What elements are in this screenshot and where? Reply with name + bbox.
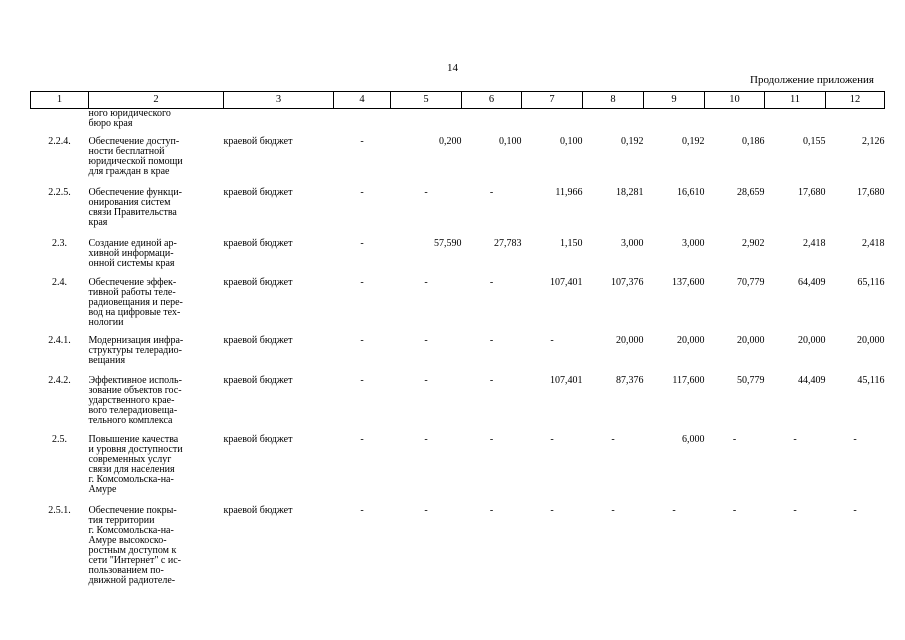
value-cell: -	[611, 434, 615, 445]
column-header-11: 11	[765, 92, 826, 109]
value-cell: 20,000	[616, 335, 644, 346]
value-cell: 0,186	[742, 136, 765, 147]
page-number: 14	[447, 62, 458, 74]
value-cell	[334, 109, 391, 138]
value-cell: 45,116	[857, 375, 885, 386]
value-cell: -	[732, 434, 737, 445]
row-number-cell: 2.4.2.	[48, 375, 71, 386]
column-header-2: 2	[89, 92, 224, 109]
column-header-7: 7	[522, 92, 583, 109]
value-cell: -	[360, 187, 364, 198]
column-header-8: 8	[583, 92, 644, 109]
value-cell: 44,409	[798, 375, 826, 386]
value-cell: -	[732, 505, 737, 516]
column-header-12: 12	[826, 92, 885, 109]
value-cell: 107,376	[611, 277, 644, 288]
value-cell: 0,192	[621, 136, 644, 147]
value-cell: 2,126	[862, 136, 885, 147]
value-cell: -	[672, 505, 676, 516]
value-cell	[765, 109, 826, 138]
value-cell: -	[360, 434, 364, 445]
row-name-cell: Модернизация инфра- структуры телерадио- вещания	[88, 335, 184, 366]
value-cell: -	[853, 434, 857, 445]
value-cell: -	[489, 434, 494, 445]
funding-table	[30, 91, 885, 586]
value-cell	[522, 109, 583, 138]
value-cell: -	[489, 505, 494, 516]
value-cell: -	[424, 187, 428, 198]
continuation-label: Продолжение приложения	[750, 74, 874, 86]
value-cell: -	[360, 136, 364, 147]
row-name-cell: Обеспечение доступ- ности бесплатной юридической помощи для граждан в крае	[88, 136, 183, 177]
value-cell: 20,000	[737, 335, 765, 346]
value-cell: -	[424, 505, 428, 516]
column-header-6: 6	[462, 92, 522, 109]
value-cell: 2,902	[742, 238, 765, 249]
row-number-cell: 2.2.5.	[48, 187, 71, 198]
value-cell: 50,779	[737, 375, 765, 386]
value-cell	[644, 109, 705, 138]
value-cell: 16,610	[677, 187, 705, 198]
value-cell: -	[360, 238, 364, 249]
value-cell: -	[489, 335, 494, 346]
value-cell: 107,401	[550, 277, 583, 288]
row-number-cell: 2.4.1.	[48, 335, 71, 346]
value-cell: 3,000	[682, 238, 705, 249]
value-cell: -	[424, 277, 428, 288]
value-cell	[583, 109, 644, 138]
column-header-5: 5	[391, 92, 462, 109]
value-cell: 64,409	[798, 277, 826, 288]
value-cell: 1,150	[560, 238, 583, 249]
value-cell: -	[360, 375, 364, 386]
value-cell: 6,000	[682, 434, 705, 445]
value-cell: 20,000	[857, 335, 885, 346]
funding-source-cell: краевой бюджет	[223, 187, 293, 198]
value-cell: 18,281	[616, 187, 644, 198]
funding-source-cell: краевой бюджет	[223, 434, 293, 445]
row-number-cell	[31, 109, 89, 138]
value-cell: -	[611, 505, 615, 516]
row-number-cell: 2.5.	[52, 434, 67, 445]
table-row	[31, 435, 885, 506]
row-name-cell: Обеспечение эффек- тивной работы теле- радиовещания и пере- вод на цифровые тех- нологии	[88, 277, 183, 328]
value-cell: 70,779	[737, 277, 765, 288]
value-cell: -	[424, 375, 428, 386]
value-cell: 0,100	[499, 136, 522, 147]
column-header-3: 3	[224, 92, 334, 109]
value-cell: -	[489, 187, 494, 198]
column-header-1: 1	[31, 92, 89, 109]
value-cell: 137,600	[672, 277, 705, 288]
column-header-4: 4	[334, 92, 391, 109]
value-cell	[391, 109, 462, 138]
table-row	[31, 278, 885, 336]
row-name-cell: ного юридического бюро края	[88, 108, 171, 129]
table-row	[31, 376, 885, 435]
table-row	[31, 137, 885, 188]
value-cell: 117,600	[672, 375, 705, 386]
value-cell: 17,680	[798, 187, 826, 198]
value-cell: 0,100	[560, 136, 583, 147]
table-row-carryover	[31, 109, 885, 138]
table-header-row	[31, 92, 885, 109]
value-cell: 28,659	[737, 187, 765, 198]
value-cell: -	[550, 505, 554, 516]
value-cell: 11,966	[555, 187, 583, 198]
row-number-cell: 2.4.	[52, 277, 67, 288]
funding-source-cell: краевой бюджет	[223, 277, 293, 288]
value-cell: 3,000	[621, 238, 644, 249]
value-cell	[224, 109, 334, 138]
funding-source-cell: краевой бюджет	[223, 505, 293, 516]
value-cell: 65,116	[857, 277, 885, 288]
row-name-cell: Эффективное исполь- зование объектов гос- ударственного крае- вого телерадиовеща- тельного комплекса	[88, 375, 182, 426]
row-name-cell: Обеспечение покры- тия территории г. Комсомольска-на- Амуре высокоско- ростным доступом к сети "Интернет" с ис- пользованием по- движной радиотеле-	[88, 505, 181, 586]
table-row	[31, 239, 885, 278]
value-cell: -	[550, 335, 554, 346]
value-cell	[826, 109, 885, 138]
value-cell: -	[489, 375, 494, 386]
value-cell	[462, 109, 522, 138]
row-name-cell: Повышение качества и уровня доступности современных услуг связи для населения г. Комсомольска-на- Амуре	[88, 434, 183, 495]
value-cell: -	[793, 505, 797, 516]
funding-source-cell: краевой бюджет	[223, 375, 293, 386]
funding-source-cell: краевой бюджет	[223, 238, 293, 249]
row-number-cell: 2.5.1.	[48, 505, 71, 516]
value-cell	[705, 109, 765, 138]
value-cell: -	[360, 277, 364, 288]
value-cell: -	[360, 505, 364, 516]
value-cell: 2,418	[803, 238, 826, 249]
table-row	[31, 188, 885, 239]
funding-source-cell: краевой бюджет	[223, 136, 293, 147]
value-cell: 20,000	[798, 335, 826, 346]
value-cell: 20,000	[677, 335, 705, 346]
value-cell: 0,192	[682, 136, 705, 147]
value-cell: -	[550, 434, 554, 445]
column-header-9: 9	[644, 92, 705, 109]
value-cell: -	[853, 505, 857, 516]
table-row	[31, 336, 885, 376]
row-name-cell: Создание единой ар- хивной информаци- онной системы края	[88, 238, 177, 269]
value-cell: 57,590	[434, 238, 462, 249]
value-cell: 27,783	[494, 238, 522, 249]
row-number-cell: 2.2.4.	[48, 136, 71, 147]
value-cell: 107,401	[550, 375, 583, 386]
value-cell: -	[424, 335, 428, 346]
value-cell: -	[793, 434, 797, 445]
value-cell: 87,376	[616, 375, 644, 386]
value-cell: -	[489, 277, 494, 288]
funding-source-cell: краевой бюджет	[223, 335, 293, 346]
value-cell: -	[360, 335, 364, 346]
row-number-cell: 2.3.	[52, 238, 67, 249]
row-name-cell: Обеспечение функци- онирования систем связи Правительства края	[88, 187, 182, 228]
column-header-10: 10	[705, 92, 765, 109]
value-cell: -	[424, 434, 428, 445]
value-cell: 0,200	[439, 136, 462, 147]
value-cell: 0,155	[803, 136, 826, 147]
value-cell: 17,680	[857, 187, 885, 198]
table-row	[31, 506, 885, 586]
value-cell: 2,418	[862, 238, 885, 249]
